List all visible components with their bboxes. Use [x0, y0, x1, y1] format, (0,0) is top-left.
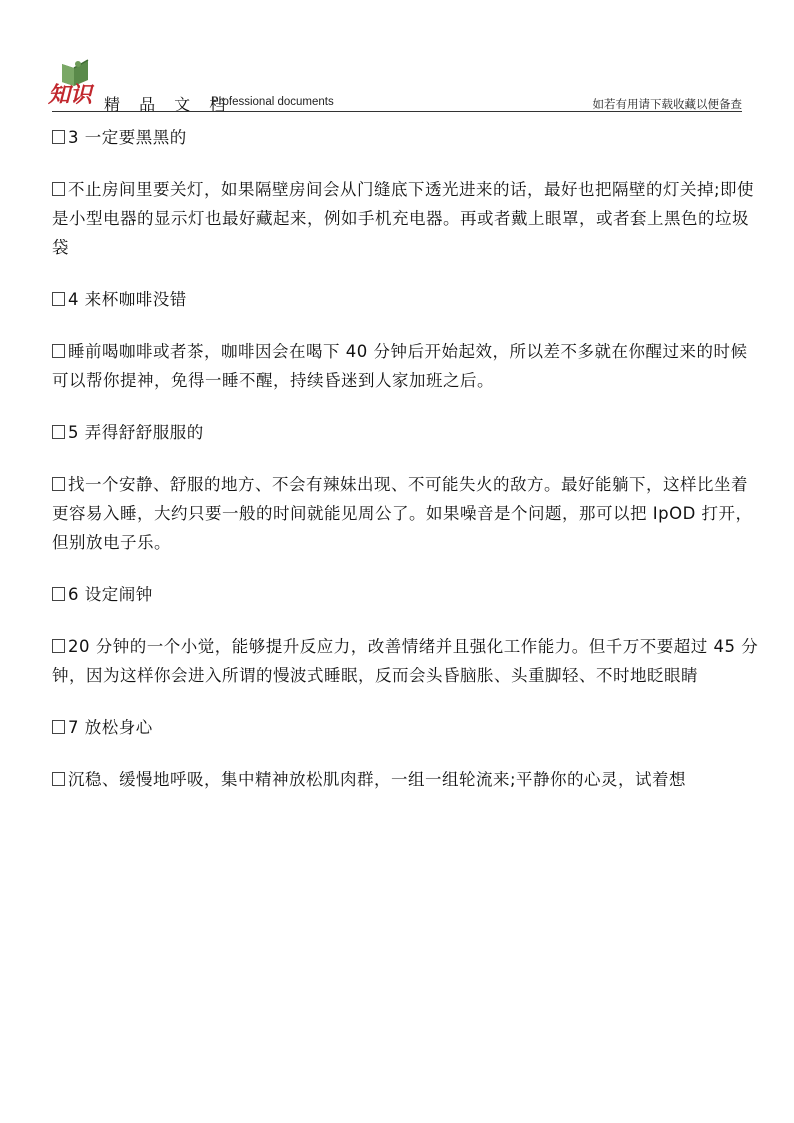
- body-paragraph: 睡前喝咖啡或者茶，咖啡因会在喝下 40 分钟后开始起效，所以差不多就在你醒过来的时候可以帮你提神，免得一睡不醒，持续昏迷到人家加班之后。: [52, 342, 748, 390]
- book-logo-icon: [48, 56, 98, 106]
- bullet-box-icon: [52, 720, 65, 734]
- bullet-box-icon: [52, 587, 65, 601]
- bullet-box-icon: [52, 477, 65, 491]
- bullet-box-icon: [52, 344, 65, 358]
- body-paragraph: 20 分钟的一个小觉，能够提升反应力，改善情绪并且强化工作能力。但千万不要超过 45 分钟，因为这样你会进入所谓的慢波式睡眠，反而会头昏脑胀、头重脚轻、不时地眨眼睛: [52, 637, 759, 685]
- bullet-box-icon: [52, 425, 65, 439]
- header-divider: [52, 111, 742, 112]
- section-heading: 3 一定要黑黑的: [52, 123, 763, 152]
- section-heading: 5 弄得舒舒服服的: [52, 418, 763, 447]
- page-header: [0, 0, 794, 115]
- section-heading: 7 放松身心: [52, 713, 763, 742]
- body-paragraph: 沉稳、缓慢地呼吸，集中精神放松肌肉群，一组一组轮流来;平静你的心灵，试着想: [52, 765, 763, 794]
- section-heading: 6 设定闹钟: [52, 580, 763, 609]
- bullet-box-icon: [52, 639, 65, 653]
- header-subtitle: Professional documents: [211, 96, 334, 108]
- section-heading: 4 来杯咖啡没错: [52, 285, 763, 314]
- header-title: 精 品 文 档: [104, 95, 233, 114]
- bullet-box-icon: [52, 130, 65, 144]
- logo-text: 知识: [48, 82, 93, 106]
- bullet-box-icon: [52, 292, 65, 306]
- body-paragraph: 不止房间里要关灯，如果隔壁房间会从门缝底下透光进来的话，最好也把隔壁的灯关掉;即使是小型电器的显示灯也最好藏起来，例如手机充电器。再或者戴上眼罩，或者套上黑色的垃圾袋: [52, 180, 755, 257]
- bullet-box-icon: [52, 182, 65, 196]
- document-body: [52, 123, 763, 817]
- bullet-box-icon: [52, 772, 65, 786]
- body-paragraph: 找一个安静、舒服的地方、不会有辣妹出现、不可能失火的敌方。最好能躺下，这样比坐着更容易入睡，大约只要一般的时间就能见周公了。如果噪音是个问题，那可以把 IpOD 打开，但别放电子乐。: [52, 475, 753, 552]
- header-note: 如若有用请下载收藏以便备查: [592, 97, 742, 111]
